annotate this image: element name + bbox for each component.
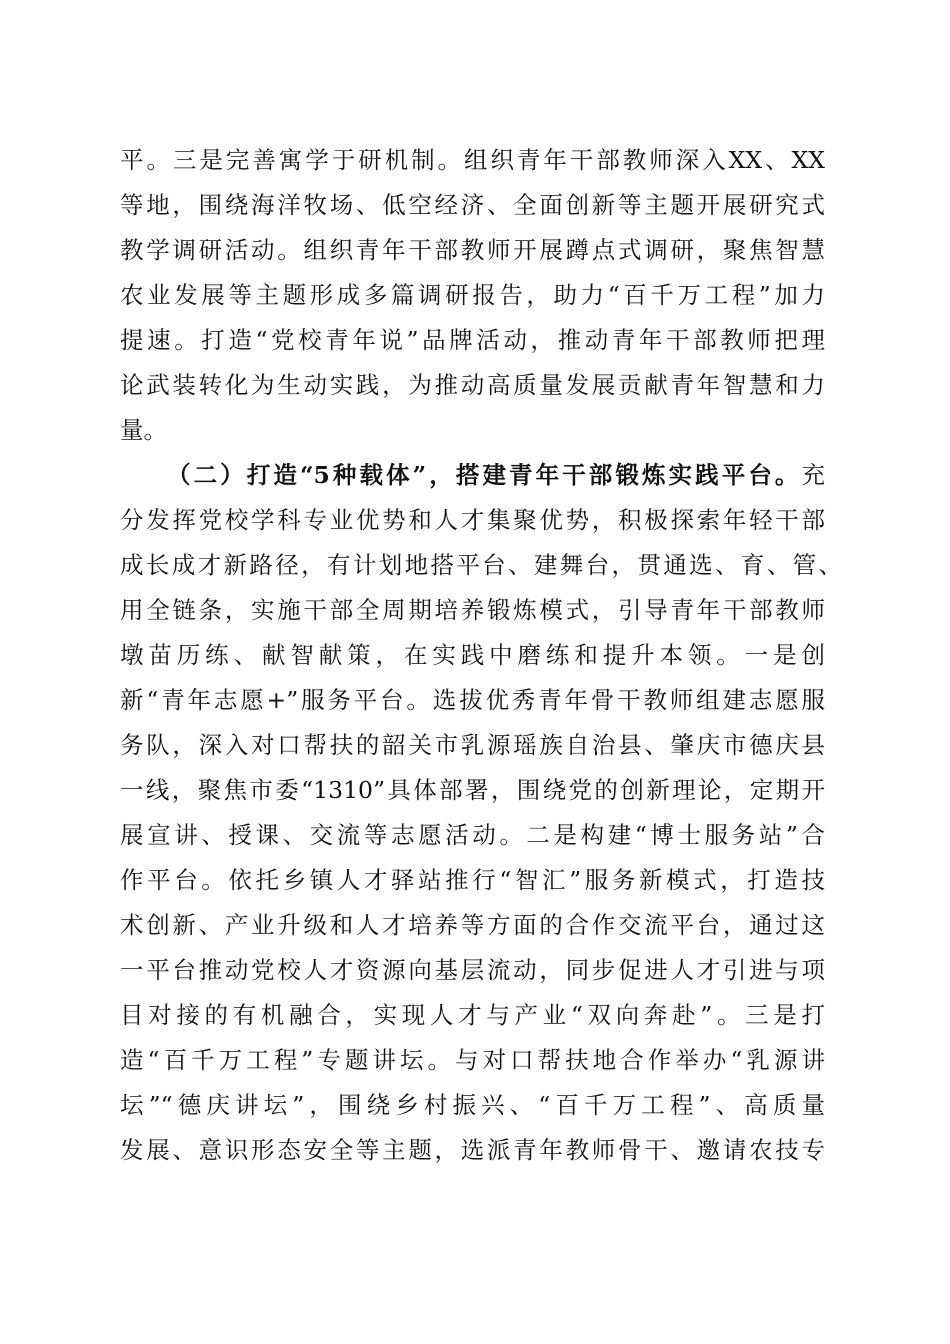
paragraph-1-line-3: 教学调研活动。组织青年干部教师开展蹲点式调研，聚焦智慧 — [120, 236, 825, 264]
paragraph-2-line-10: 术创新、产业升级和人才培养等方面的合作交流平台，通过这 — [120, 911, 825, 939]
paragraph-2-line-1: 分发挥党校学科专业优势和人才集聚优势，积极探索年轻干部 — [120, 506, 825, 534]
paragraph-2-heading-line — [167, 453, 825, 497]
paragraph-1-line-1: 平。三是完善寓学于研机制。组织青年干部教师深入XX、XX — [120, 146, 825, 174]
paragraph-2-line-5: 新“青年志愿+”服务平台。选拔优秀青年骨干教师组建志愿服 — [120, 686, 825, 714]
paragraph-1-line-5: 提速。打造“党校青年说”品牌活动，推动青年干部教师把理 — [120, 326, 825, 354]
paragraph-2-line-14: 坛”“德庆讲坛”，围绕乡村振兴、“百千万工程”、高质量 — [120, 1091, 825, 1119]
heading-tail-text: 充 — [801, 461, 825, 489]
paragraph-2-line-7: 一线，聚焦市委“1310”具体部署，围绕党的创新理论，定期开 — [120, 776, 825, 804]
paragraph-2-line-11: 一平台推动党校人才资源向基层流动，同步促进人才引进与项 — [120, 956, 825, 984]
paragraph-2-line-4: 墩苗历练、献智献策，在实践中磨练和提升本领。一是创 — [120, 641, 825, 669]
paragraph-2-line-8: 展宣讲、授课、交流等志愿活动。二是构建“博士服务站”合 — [120, 821, 825, 849]
paragraph-1-line-6: 论武装转化为生动实践，为推动高质量发展贡献青年智慧和力 — [120, 371, 825, 399]
paragraph-2-line-13: 造“百千万工程”专题讲坛。与对口帮扶地合作举办“乳源讲 — [120, 1046, 825, 1074]
paragraph-2-line-9: 作平台。依托乡镇人才驿站推行“智汇”服务新模式，打造技 — [120, 866, 825, 894]
paragraph-1-line-2: 等地，围绕海洋牧场、低空经济、全面创新等主题开展研究式 — [120, 191, 825, 219]
paragraph-1-line-7: 量。 — [120, 416, 167, 444]
paragraph-1-line-4: 农业发展等主题形成多篇调研报告，助力“百千万工程”加力 — [120, 281, 825, 309]
paragraph-2-line-15: 发展、意识形态安全等主题，选派青年教师骨干、邀请农技专 — [120, 1136, 825, 1164]
paragraph-2-line-2: 成长成才新路径，有计划地搭平台、建舞台，贯通选、育、管、 — [120, 551, 842, 579]
paragraph-2-line-6: 务队，深入对口帮扶的韶关市乳源瑶族自治县、肇庆市德庆县 — [120, 731, 825, 759]
paragraph-2-line-12: 目对接的有机融合，实现人才与产业“双向奔赴”。三是打 — [120, 1001, 825, 1029]
section-heading: （二）打造“5种载体”，搭建青年干部锻炼实践平台。 — [167, 461, 802, 489]
paragraph-2-line-3: 用全链条，实施干部全周期培养锻炼模式，引导青年干部教师 — [120, 596, 825, 624]
